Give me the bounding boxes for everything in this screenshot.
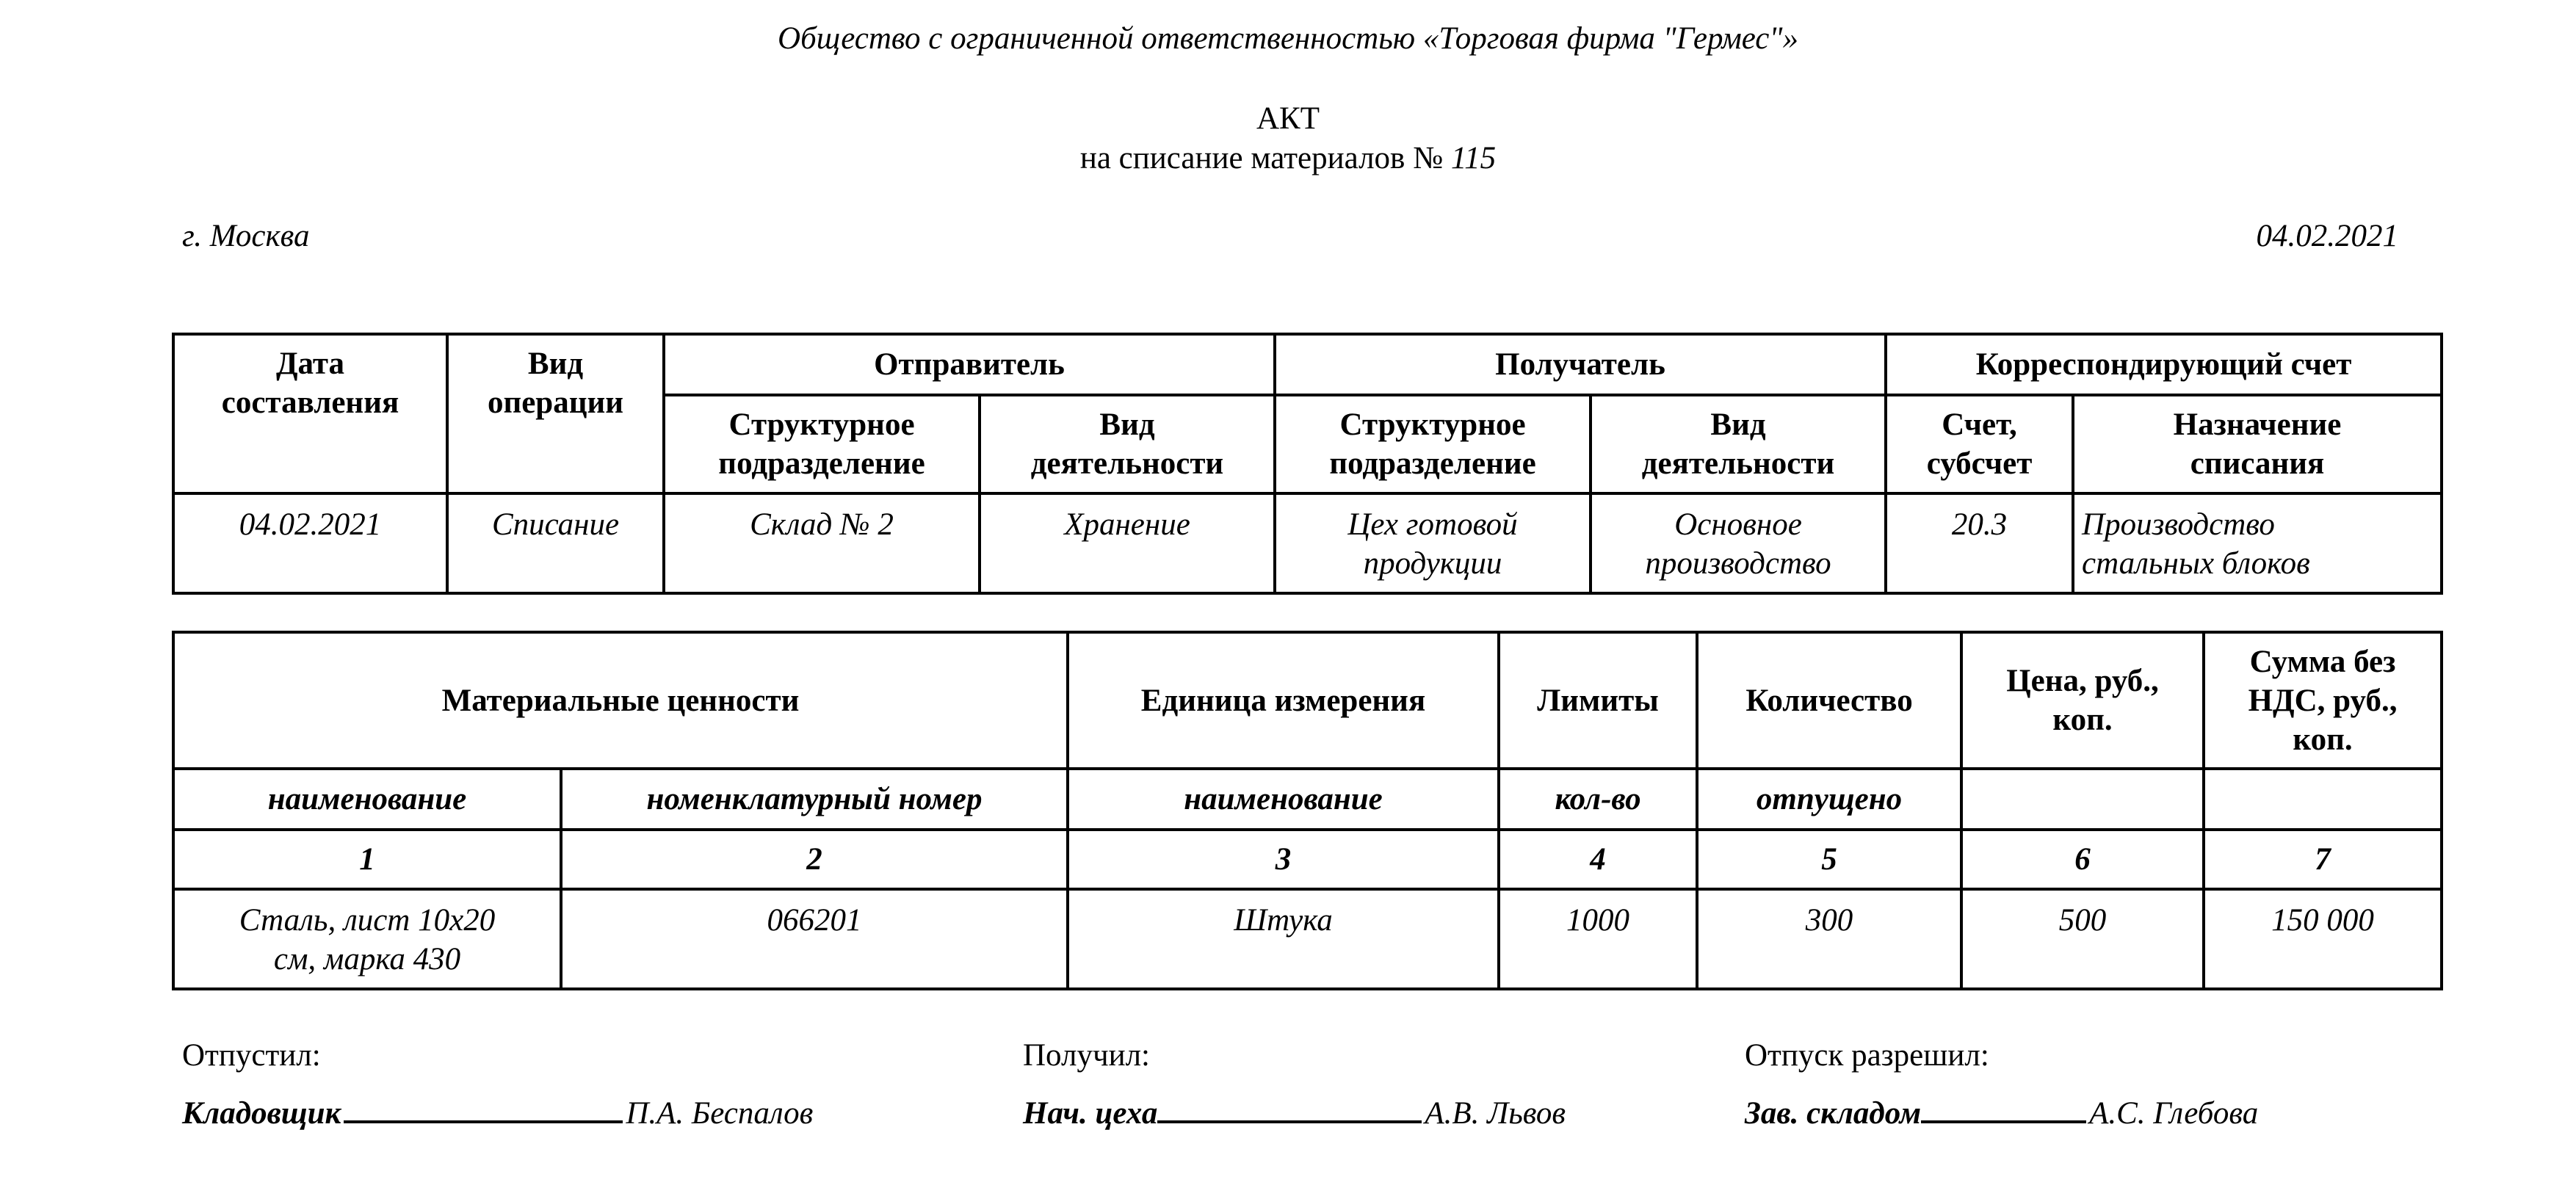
signature-storekeeper bbox=[182, 1094, 813, 1131]
header-quantity: Количество bbox=[1697, 632, 1961, 769]
signature-line bbox=[344, 1094, 623, 1123]
header-date-line1: Дата bbox=[275, 347, 345, 381]
document-number: 115 bbox=[1450, 141, 1497, 175]
document-title: АКТ bbox=[1256, 101, 1320, 136]
role-storekeeper: Кладовщик bbox=[182, 1096, 341, 1131]
document-subtitle bbox=[0, 140, 2576, 176]
company-name: Общество с ограниченной ответственностью «Торговая фирма "Гермес"» bbox=[778, 21, 1798, 56]
document-date: 04.02.2021 bbox=[2256, 219, 2398, 253]
header-receiver-unit-line1: Структурное bbox=[1339, 407, 1526, 442]
name-shop-head: А.В. Львов bbox=[1425, 1096, 1566, 1131]
header-operation-line1: Вид bbox=[527, 347, 584, 381]
header-sender: Отправитель bbox=[664, 334, 1275, 395]
column-number: 4 bbox=[1499, 830, 1697, 889]
approved-label: Отпуск разрешил: bbox=[1745, 1038, 1989, 1073]
header-sender-unit bbox=[664, 395, 980, 493]
received-label: Получил: bbox=[1023, 1038, 1150, 1073]
cell-purpose-line2: стальных блоков bbox=[2082, 546, 2310, 581]
header-sender-activity-line1: Вид bbox=[1099, 407, 1155, 442]
column-number: 2 bbox=[561, 830, 1068, 889]
cell-receiver-activity bbox=[1591, 493, 1886, 593]
header-date bbox=[173, 334, 447, 493]
role-shop-head: Нач. цеха bbox=[1023, 1096, 1158, 1131]
column-number: 5 bbox=[1697, 830, 1961, 889]
header-sender-activity-line2: деятельности bbox=[1030, 446, 1224, 481]
cell-receiver-unit-line1: Цех готовой bbox=[1347, 507, 1518, 542]
header-price bbox=[1961, 632, 2204, 769]
header-purpose bbox=[2073, 395, 2442, 493]
header-sum-line1: Сумма без bbox=[2249, 644, 2396, 679]
signature-line bbox=[1157, 1094, 1422, 1123]
cell-price: 500 bbox=[1961, 889, 2204, 989]
signature-line bbox=[1921, 1094, 2086, 1123]
cell-receiver-activity-line2: производство bbox=[1645, 546, 1831, 581]
header-unit: Единица измерения bbox=[1068, 632, 1499, 769]
released-label: Отпустил: bbox=[182, 1038, 321, 1073]
cell-material-name-line2: см, марка 430 bbox=[273, 942, 461, 976]
header-sum-line3: коп. bbox=[2293, 722, 2353, 757]
cell-sum: 150 000 bbox=[2204, 889, 2442, 989]
materials-table bbox=[172, 631, 2443, 990]
subheader-unit-name: наименование bbox=[1068, 769, 1499, 830]
header-materials: Материальные ценности bbox=[173, 632, 1068, 769]
cell-purpose-line1: Производство bbox=[2082, 507, 2275, 542]
column-number: 3 bbox=[1068, 830, 1499, 889]
header-price-line1: Цена, руб., bbox=[2006, 664, 2159, 698]
header-operation bbox=[447, 334, 664, 493]
header-sum-line2: НДС, руб., bbox=[2248, 683, 2398, 718]
cell-material-name bbox=[173, 889, 561, 989]
header-receiver-activity-line1: Вид bbox=[1710, 407, 1766, 442]
subtitle-text: на списание материалов № bbox=[1079, 141, 1444, 175]
cell-sender-unit: Склад № 2 bbox=[664, 493, 980, 593]
header-receiver-activity bbox=[1591, 395, 1886, 493]
header-date-line2: составления bbox=[221, 385, 399, 420]
header-sender-activity bbox=[980, 395, 1275, 493]
cell-material-name-line1: Сталь, лист 10х20 bbox=[239, 903, 496, 938]
column-number: 7 bbox=[2204, 830, 2442, 889]
subheader-price-empty bbox=[1961, 769, 2204, 830]
cell-sender-activity: Хранение bbox=[980, 493, 1275, 593]
header-purpose-line1: Назначение bbox=[2173, 407, 2342, 442]
subheader-name: наименование bbox=[173, 769, 561, 830]
header-sender-unit-line1: Структурное bbox=[728, 407, 915, 442]
name-warehouse-head: А.С. Глебова bbox=[2089, 1096, 2259, 1131]
header-account bbox=[1886, 395, 2073, 493]
header-receiver: Получатель bbox=[1275, 334, 1886, 395]
table-row bbox=[173, 493, 2442, 593]
name-storekeeper: П.А. Беспалов bbox=[626, 1096, 814, 1131]
operation-table bbox=[172, 333, 2443, 595]
cell-date: 04.02.2021 bbox=[173, 493, 447, 593]
header-account-line1: Счет, bbox=[1942, 407, 2017, 442]
cell-receiver-unit-line2: продукции bbox=[1363, 546, 1502, 581]
cell-limit: 1000 bbox=[1499, 889, 1697, 989]
header-receiver-unit-line2: подразделение bbox=[1329, 446, 1536, 481]
header-price-line2: коп. bbox=[2052, 703, 2113, 737]
header-receiver-activity-line2: деятельности bbox=[1641, 446, 1835, 481]
subheader-nomenclature: номенклатурный номер bbox=[561, 769, 1068, 830]
header-receiver-unit bbox=[1275, 395, 1591, 493]
header-sender-unit-line2: подразделение bbox=[718, 446, 925, 481]
signature-shop-head bbox=[1023, 1094, 1566, 1131]
role-warehouse-head: Зав. складом bbox=[1745, 1096, 1922, 1131]
cell-quantity: 300 bbox=[1697, 889, 1961, 989]
cell-receiver-unit bbox=[1275, 493, 1591, 593]
header-operation-line2: операции bbox=[487, 385, 624, 420]
cell-nomenclature: 066201 bbox=[561, 889, 1068, 989]
signature-warehouse-head bbox=[1745, 1094, 2258, 1131]
column-number: 6 bbox=[1961, 830, 2204, 889]
subheader-released: отпущено bbox=[1697, 769, 1961, 830]
column-number: 1 bbox=[173, 830, 561, 889]
header-limits: Лимиты bbox=[1499, 632, 1697, 769]
cell-receiver-activity-line1: Основное bbox=[1674, 507, 1802, 542]
subheader-sum-empty bbox=[2204, 769, 2442, 830]
cell-purpose bbox=[2073, 493, 2442, 593]
header-purpose-line2: списания bbox=[2190, 446, 2325, 481]
header-account-line2: субсчет bbox=[1926, 446, 2033, 481]
subheader-limit-qty: кол-во bbox=[1499, 769, 1697, 830]
cell-unit: Штука bbox=[1068, 889, 1499, 989]
cell-operation: Списание bbox=[447, 493, 664, 593]
table-row bbox=[173, 889, 2442, 989]
city: г. Москва bbox=[182, 219, 310, 253]
header-corr-account: Корреспондирующий счет bbox=[1886, 334, 2442, 395]
header-sum bbox=[2204, 632, 2442, 769]
cell-account: 20.3 bbox=[1886, 493, 2073, 593]
